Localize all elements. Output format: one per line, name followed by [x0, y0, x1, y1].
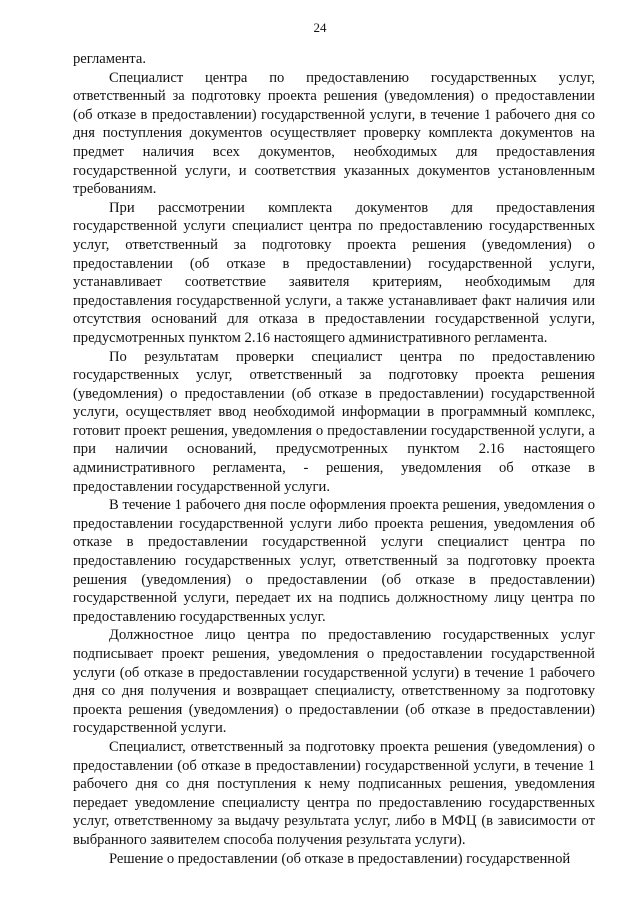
paragraph-official-signs: Должностное лицо центра по предоставлению государственных услуг подписывает проект решения, уведомления о предоставлении государственной услуги (об отказе в предоставлении государственной услуги) в течение 1 рабочего дня со дня получения и возвращает специалисту, ответственному за подготовку проекта решения (уведомления) о предоставлении (об отказе в предоставлении) государственной услуги. — [73, 627, 595, 737]
paragraph-notification-transfer: Специалист, ответственный за подготовку проекта решения (уведомления) о предоставлении (об отказе в предоставлении) государственной услуги, в течение 1 рабочего дня со дня поступления к нему подписанных решения, уведомления передает уведомление специалисту центра по предоставлению государственных услуг, ответственному за выдачу результата услуг, либо в МФЦ (в зависимости от выбранного заявителем способа получения результата услуги). — [73, 738, 595, 848]
paragraph-check-results: По результатам проверки специалист центра по предоставлению государственных услуг, ответственный за подготовку проекта решения (уведомления) о предоставлении (об отказе в предоставлении) государственной услуги, осуществляет ввод необходимой информации в программный комплекс, готовит проект решения, уведомления о предоставлении государственной услуги, а при наличии оснований, предусмотренных пунктом 2.16 настоящего административного регламента, - решения, уведомления об отказе в предоставлении государственной услуги. — [73, 348, 595, 495]
page-number: 24 — [313, 20, 327, 35]
paragraph-specialist-check: Специалист центра по предоставлению государственных услуг, ответственный за подготовку проекта решения (уведомления) о предоставлении (об отказе в предоставлении) государственной услуги, в течение 1 рабочего дня со дня поступления документов осуществляет проверку комплекта документов на предмет наличия всех документов, необходимых для предоставления государственной услуги, и соответствия указанных документов установленным требованиям. — [73, 69, 595, 198]
paragraph-transfer-for-signature: В течение 1 рабочего дня после оформления проекта решения, уведомления о предоставлении государственной услуги либо проекта решения, уведомления об отказе в предоставлении государственной услуги специалист центра по предоставлению государственных услуг, ответственный за подготовку проекта решения (уведомления) о предоставлении (об отказе в предоставлении) государственной услуги, передает их на подпись должностному лицу центра по предоставлению государственных услуг. — [73, 497, 595, 625]
paragraph-review-criteria: При рассмотрении комплекта документов для предоставления государственной услуги специалист центра по предоставлению государственных услуг, ответственный за подготовку проекта решения (уведомления) о предоставлении (об отказе в предоставлении) государственной услуги, устанавливает соответствие заявителя критериям, необходимым для предоставления государственной услуги, а также устанавливает факт наличия или отсутствия оснований для отказа в предоставлении государственной услуги, предусмотренных пунктом 2.16 настоящего административного регламента. — [73, 199, 595, 346]
paragraph-decision-start: Решение о предоставлении (об отказе в предоставлении) государственной — [109, 850, 571, 867]
paragraph-continuation: регламента. — [73, 51, 146, 67]
document-body — [73, 50, 595, 868]
